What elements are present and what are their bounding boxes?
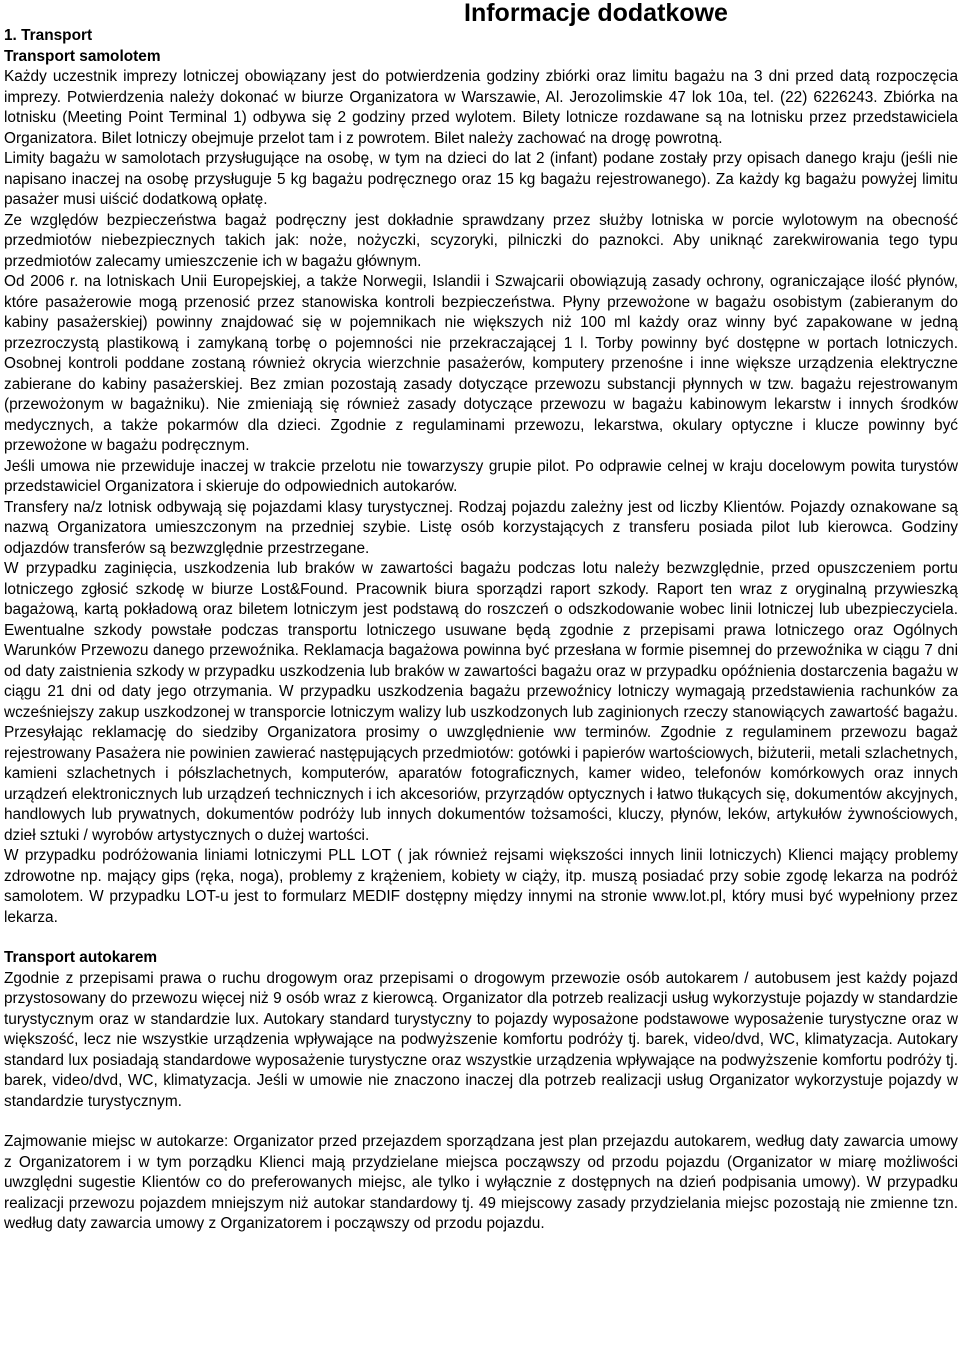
paragraph: Zajmowanie miejsc w autokarze: Organizator przed przejazdem sporządzana jest plan przejazdu autokarem, według daty zawarcia umowy z Organizatorem i w tym porządku Klienci mają przydzielane miejsca począwszy od przodu pojazdu (Organizator w miarę możliwości uwzględni sugestie Klientów co do preferowanych miejsc, ale tylko i wyłącznie z dostępnych na dzień podpisania umowy). W przypadku realizacji przewozu pojazdem mniejszym niż autokar standardowy tj. 49 miejscowy zasady przydzielania miejsc pozostają nie zmienne tzn. według daty zawarcia umowy z Organizatorem i począwszy od przodu pojazdu.: [4, 1133, 958, 1232]
paragraph: Od 2006 r. na lotniskach Unii Europejskiej, a także Norwegii, Islandii i Szwajcarii obowiązują zasady ochrony, ograniczające ilość płynów, które pasażerowie mogą przenosić przez stanowiska kontroli bezpieczeństwa. Płyny przewożone w bagażu osobistym (zabieranym do kabiny pasażerskiej) powinny znajdować się w pojemnikach nie większych niż 100 ml każdy oraz winny być zapakowane w jedną przezroczystą plastikową i zamykaną torbę o pojemności nie przekraczającej 1 l. Torby powinny być dostępne w portach lotniczych. Osobnej kontroli poddane zostaną również okrycia wierzchnie pasażerów, komputery przenośne i inne większe urządzenia elektryczne zabierane do kabiny pasażerskiej. Bez zmian pozostają zasady dotyczące przewozu substancji płynnych w tzw. bagażu rejestrowanym (przewożonym w bagażniku). Nie zmieniają się również zasady dotyczące przewozu w bagażu kabinowym lekarstw i innych środków medycznych, a także pokarmów dla dzieci. Zgodnie z regulaminami przewozu, lekarstwa, okulary optyczne i klucze powinny być przewożone w bagażu podręcznym.: [4, 273, 958, 454]
paragraph: Jeśli umowa nie przewiduje inaczej w trakcie przelotu nie towarzyszy grupie pilot. Po odprawie celnej w kraju docelowym powita turystów przedstawiciel Organizatora i skieruje do odpowiednich autokarów.: [4, 457, 958, 495]
spacer: [4, 928, 958, 948]
subsection-heading-coach: Transport autokarem: [4, 949, 158, 966]
page-title: Informacje dodatkowe: [464, 0, 728, 27]
paragraph: W przypadku zaginięcia, uszkodzenia lub braków w zawartości bagażu podczas lotu należy bezwzględnie, przed opuszczeniem portu lotniczego zgłosić szkodę w biurze Lost&Found. Pracownik biura sporządzi raport szkody. Raport ten wraz z oryginalną przywieszką bagażową, kartą pokładową oraz biletem lotniczym jest podstawą do roszczeń o odszkodowanie wobec linii lotniczej lub ubezpieczyciela. Ewentualne szkody powstałe podczas transportu lotniczego usuwane będą zgodnie z przepisami prawa lotniczego oraz Ogólnych Warunków Przewozu danego przewoźnika. Reklamacja bagażowa powinna być przesłana w formie pisemnej do przewoźnika w ciągu 7 dni od daty zaistnienia szkody w przypadku uszkodzenia lub braków w zawartości bagażu oraz w przypadku opóźnienia dostarczenia bagażu w ciągu 21 dni od daty jego otrzymania. W przypadku uszkodzenia bagażu przewoźnicy lotniczy wymagają przedstawienia rachunków za wcześniejszy zakup uszkodzonej w transporcie lotniczym walizy lub uszkodzonych lub zaginionych rzeczy stanowiących zawartość bagażu. Przesyłając reklamację do siedziby Organizatora prosimy o uwzględnienie ww terminów. Zgodnie z regulaminem przewozu bagaż rejestrowany Pasażera nie powinien zawierać następujących przedmiotów: gotówki i papierów wartościowych, biżuterii, metali szlachetnych, kamieni szlachetnych i półszlachetnych, komputerów, aparatów fotograficznych, kamer wideo, telefonów komórkowych oraz innych urządzeń elektronicznych lub urządzeń technicznych i ich akcesoriów, przyrządów optycznych i łatwo tłukących się, dokumentów akcyjnych, handlowych lub prywatnych, dokumentów podróży lub innych dokumentów tożsamości, kluczy, płynów, leków, artykułów żywnościowych, dzieł sztuki / wyrobów artystycznych o dużej wartości.: [4, 560, 958, 844]
paragraph: W przypadku podróżowania liniami lotniczymi PLL LOT ( jak również rejsami większości innych linii lotniczych) Klienci mający problemy zdrowotne np. mający gips (ręka, noga), problemy z krążeniem, kobiety w ciąży, itp. muszą posiadać przy sobie zgodę lekarza na podróż samolotem. W przypadku LOT-u jest to formularz MEDIF dostępny między innymi na stronie www.lot.pl, który musi być wypełniony przez lekarza.: [4, 847, 958, 926]
paragraph: Zgodnie z przepisami prawa o ruchu drogowym oraz przepisami o drogowym przewozie osób autokarem / autobusem jest każdy pojazd przystosowany do przewozu więcej niż 9 osób wraz z kierowcą. Organizator dla potrzeb realizacji usług wykorzystuje pojazdy w standardzie turystycznym oraz w standardzie lux. Autokary standard turystyczny to pojazdy wyposażone podstawowe wyposażenie turystyczne oraz w większość, lecz nie wszystkie urządzenia wpływające na podwyższenie komfortu podróży tj. barek, video/dvd, WC, klimatyzacja. Autokary standard lux posiadają standardowe wyposażenie turystyczne oraz wszystkie urządzenia wpływające na podwyższenie komfortu podróży tj. barek, video/dvd, WC, klimatyzacja. Jeśli w umowie nie znaczono inaczej dla potrzeb realizacji usług Organizator wykorzystuje pojazdy w standardzie turystycznym.: [4, 969, 958, 1110]
paragraph: Transfery na/z lotnisk odbywają się pojazdami klasy turystycznej. Rodzaj pojazdu zależny jest od liczby Klientów. Pojazdy oznakowane są nazwą Organizatora umieszczonym na przedniej szybie. Listę osób korzystających z transferu posiada pilot lub kierowca. Godziny odjazdów transferów są bezwzględnie przestrzegane.: [4, 498, 958, 557]
paragraph: Każdy uczestnik imprezy lotniczej obowiązany jest do potwierdzenia godziny zbiórki oraz limitu bagażu na 3 dni przed datą rozpoczęcia imprezy. Potwierdzenia należy dokonać w biurze Organizatora w Warszawie, Al. Jerozolimskie 47 lok 10a, tel. (22) 6226243. Zbiórka na lotnisku (Meeting Point Terminal 1) odbywa się 2 godziny przed wylotem. Bilety lotnicze rozdawane są na lotnisku przez przedstawiciela Organizatora. Bilet lotniczy obejmuje przelot tam i z powrotem. Bilet należy zachować na drogę powrotną.: [4, 68, 958, 147]
section-heading-transport: 1. Transport: [4, 27, 93, 44]
subsection-heading-air: Transport samolotem: [4, 47, 161, 65]
paragraph: Limity bagażu w samolotach przysługujące na osobę, w tym na dzieci do lat 2 (infant) podane zostały przy opisach danego kraju (jeśli nie napisano inaczej na osobę przysługuje 5 kg bagażu podręcznego oraz 15 kg bagażu rejestrowanego). Za każdy kg bagażu powyżej limitu pasażer musi uiścić dodatkową opłatę.: [4, 150, 958, 208]
document-page: [4, 0, 958, 1235]
paragraph: Ze względów bezpieczeństwa bagaż podręczny jest dokładnie sprawdzany przez służby lotniska w porcie wylotowym na obecność przedmiotów niebezpiecznych takich jak: noże, nożyczki, scyzoryki, pilniczki do paznokci. Aby uniknąć zarekwirowania tego typu przedmiotów zalecamy umieszczenie ich w bagażu głównym.: [4, 211, 958, 270]
spacer: [4, 1112, 958, 1132]
